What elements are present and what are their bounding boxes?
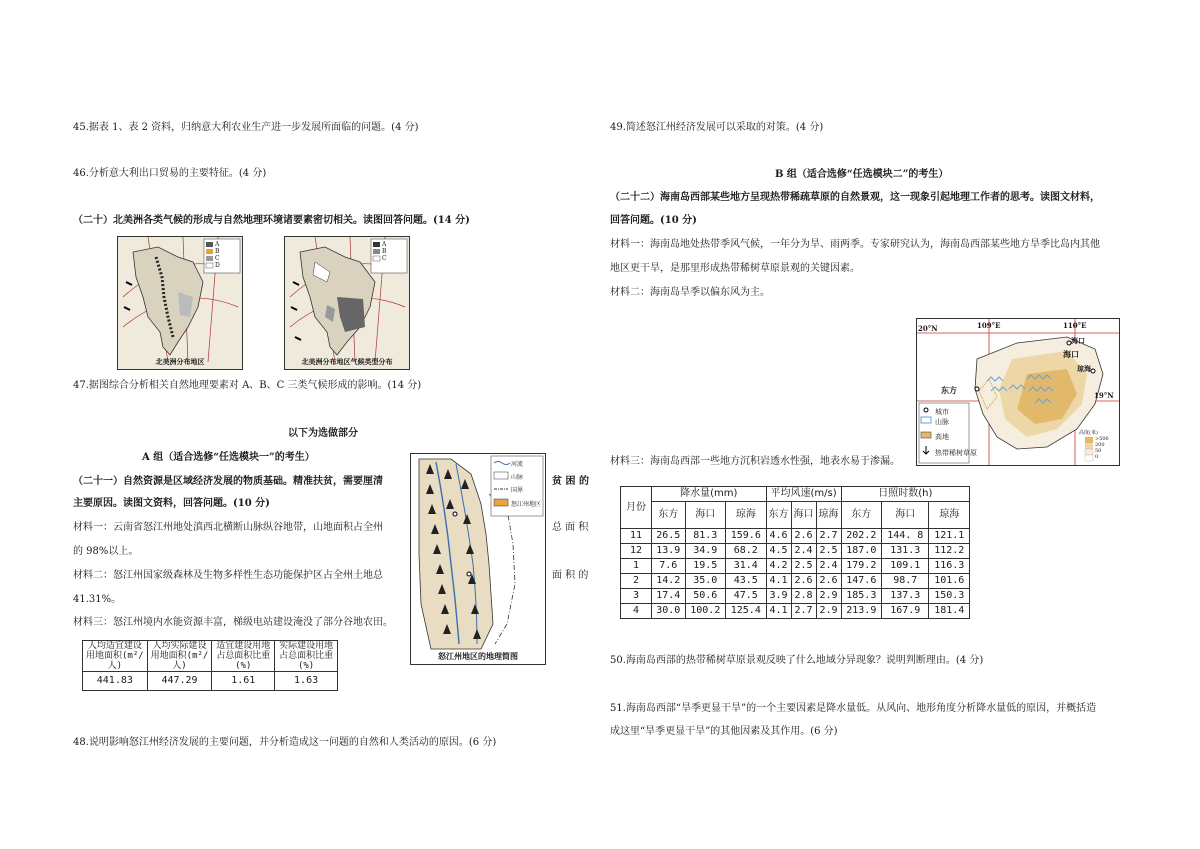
land-value-4: 1.63 [275,672,338,691]
question-21-intro-b: 主要原因。读图文资料，回答问题。(10 分) [73,498,270,509]
city-qionghai: 琼海 [1077,364,1091,373]
land-value-1: 441.83 [83,672,148,691]
material-3: 材料三：怒江州境内水能资源丰富，梯级电站建设淹没了部分谷地农田。 [73,617,393,628]
city-haikou-alt: 海口 [1071,336,1085,345]
climate-value-cell: 43.5 [726,574,767,589]
map2-legend-b: B [382,248,387,255]
land-header-3: 适宜建设用地占总面积比重(%) [212,641,275,672]
climate-value-cell: 2.9 [816,604,841,619]
map2-legend-c: C [382,255,387,262]
material-1-a: 材料一：云南省怒江州地处滇西北横断山脉纵谷地带，山地面积占全州 [73,522,383,533]
header-rain-haikou: 海口 [685,502,726,529]
map2-legend-a: A [382,241,387,248]
optional-heading: 以下为选做部分 [288,428,358,439]
north-america-map-2 [284,236,410,370]
climate-value-cell: 13.9 [652,544,686,559]
question-20-title: （二十）北美洲各类气候的形成与自然地理环境诸要素密切相关。读图回答问题。(14 分) [73,215,470,226]
header-wind-dongfang: 东方 [766,502,791,529]
climate-value-cell: 144. 8 [882,529,929,544]
climate-value-cell: 2.6 [816,574,841,589]
group-a-title: A 组（适合选修“任选模块一”的考生） [142,452,315,463]
elev-3: 50 [1095,448,1102,454]
climate-value-cell: 116.3 [929,559,970,574]
climate-value-cell: 7.6 [652,559,686,574]
nujiang-caption: 怒江州地区的地理简图 [438,651,518,661]
question-48: 48.说明影响怒江州经济发展的主要问题，并分析造成这一问题的自然和人类活动的原因。(6 分) [73,737,497,748]
header-sunshine: 日照时数(h) [841,487,969,502]
climate-month-cell: 12 [621,544,652,559]
climate-value-cell: 98.7 [882,574,929,589]
header-sun-qionghai: 琼海 [929,502,970,529]
climate-value-cell: 26.5 [652,529,686,544]
land-header-2: 人均实际建设用地面积(m²/人) [147,641,212,672]
question-47: 47.据图综合分析相关自然地理要素对 A、B、C 三类气候形成的影响。(14 分) [73,380,422,391]
material-b2: 材料二：海南岛旱季以偏东风为主。 [610,287,770,298]
material-b1-a: 材料一：海南岛地处热带季风气候，一年分为旱、雨两季。专家研究认为，海南岛西部某些地方旱季比岛内其他 [610,239,1100,250]
climate-value-cell: 4.5 [766,544,791,559]
climate-value-cell: 14.2 [652,574,686,589]
nujiang-legend-area: 怒江州地区 [511,501,542,508]
question-21-intro-a: （二十一）自然资源是区域经济发展的物质基础。精准扶贫，需要厘清 [73,476,383,487]
header-rainfall: 降水量(mm) [652,487,767,502]
climate-value-cell: 17.4 [652,589,686,604]
header-sun-haikou: 海口 [882,502,929,529]
climate-value-cell: 187.0 [841,544,882,559]
climate-value-cell: 2.7 [791,604,816,619]
map1-legend-d: D [215,262,220,269]
map2-caption: 北美洲分布地区气候类型分布 [301,357,393,366]
elev-2: 200 [1095,442,1105,448]
question-50: 50.海南岛西部的热带稀树草原景观反映了什么地域分异现象？说明判断理由。(4 分) [610,655,984,666]
nujiang-legend-river: 河流 [511,461,524,468]
header-month: 月份 [621,487,652,529]
lon-left-label: 109°E [977,321,1001,330]
map1-legend-b: B [215,248,220,255]
climate-value-cell: 2.5 [791,559,816,574]
city-haikou: 海口 [1063,349,1079,359]
climate-value-cell: 147.6 [841,574,882,589]
nujiang-legend-border: 国界 [511,487,524,494]
climate-row [621,529,970,544]
climate-value-cell: 100.2 [685,604,726,619]
map1-legend-c: C [215,255,220,262]
header-rain-qionghai: 琼海 [726,502,767,529]
question-46: 46.分析意大利出口贸易的主要特征。(4 分) [73,168,267,179]
lat-bottom-label: 19°N [1094,391,1114,400]
question-51-a: 51.海南岛西部“旱季更显干旱”的一个主要因素是降水量低。从风向、地形角度分析降水量低的原因，并概括造 [610,703,1097,714]
header-wind: 平均风速(m/s) [766,487,841,502]
elev-title: 高度(米) [1079,430,1098,436]
climate-value-cell: 34.9 [685,544,726,559]
climate-value-cell: 202.2 [841,529,882,544]
climate-value-cell: 2.7 [816,529,841,544]
climate-value-cell: 2.9 [816,589,841,604]
climate-value-cell: 112.2 [929,544,970,559]
question-22-b: 回答问题。(10 分) [610,215,697,226]
climate-value-cell: 2.5 [816,544,841,559]
land-header-4: 实际建设用地占总面积比重(%) [275,641,338,672]
hainan-legend-mountain: 山脉 [935,418,949,426]
climate-value-cell: 68.2 [726,544,767,559]
climate-value-cell: 2.6 [791,529,816,544]
climate-month-cell: 11 [621,529,652,544]
elev-4: 0 [1095,454,1099,460]
hainan-map [916,318,1120,466]
north-america-map-1 [117,236,243,370]
climate-value-cell: 19.5 [685,559,726,574]
hainan-legend-city: 城市 [935,408,949,416]
header-rain-dongfang: 东方 [652,502,686,529]
climate-value-cell: 47.5 [726,589,767,604]
climate-value-cell: 181.4 [929,604,970,619]
material-2-a: 材料二：怒江州国家级森林及生物多样性生态功能保护区占全州土地总 [73,570,383,581]
climate-month-cell: 3 [621,589,652,604]
climate-month-cell: 4 [621,604,652,619]
question-49: 49.简述怒江州经济发展可以采取的对策。(4 分) [610,122,824,133]
climate-value-cell: 167.9 [882,604,929,619]
climate-value-cell: 109.1 [882,559,929,574]
climate-month-cell: 1 [621,559,652,574]
climate-value-cell: 2.4 [791,544,816,559]
lon-right-label: 110°E [1063,321,1087,330]
climate-value-cell: 35.0 [685,574,726,589]
hainan-legend-savanna: 热带稀树草原 [935,449,977,457]
climate-table [620,486,970,619]
climate-value-cell: 125.4 [726,604,767,619]
climate-value-cell: 2.6 [791,574,816,589]
hainan-legend-highland: 高地 [935,433,949,441]
material-1-a-tail: 总 面 积 [552,522,589,533]
climate-value-cell: 179.2 [841,559,882,574]
climate-value-cell: 4.1 [766,604,791,619]
climate-value-cell: 131.3 [882,544,929,559]
climate-value-cell: 4.6 [766,529,791,544]
climate-value-cell: 50.6 [685,589,726,604]
city-dongfang: 东方 [941,385,957,395]
question-51-b: 成这里“旱季更显干旱”的其他因素及其作用。(6 分) [610,726,838,737]
material-b1-b: 地区更干旱，是那里形成热带稀树草原景观的关键因素。 [610,263,860,274]
climate-value-cell: 137.3 [882,589,929,604]
land-value-3: 1.61 [212,672,275,691]
climate-value-cell: 159.6 [726,529,767,544]
climate-value-cell: 2.8 [791,589,816,604]
climate-value-cell: 4.1 [766,574,791,589]
lat-top-label: 20°N [918,324,938,333]
climate-row [621,589,970,604]
climate-row [621,559,970,574]
group-b-title: B 组（适合选修“任选模块二”的考生） [775,169,949,180]
climate-value-cell: 2.4 [816,559,841,574]
material-b3: 材料三：海南岛西部一些地方沉积岩透水性强，地表水易于渗漏。 [610,456,900,467]
climate-value-cell: 81.3 [685,529,726,544]
land-value-2: 447.29 [147,672,212,691]
header-wind-haikou: 海口 [791,502,816,529]
climate-value-cell: 30.0 [652,604,686,619]
nujiang-map [410,453,546,665]
map1-caption: 北美洲分布地区 [155,357,205,366]
material-2-a-tail: 面 积 的 [552,570,589,581]
material-1-b: 的 98%以上。 [73,546,139,557]
land-use-table [82,640,338,691]
land-header-1: 人均适宜建设用地面积(m²/人) [83,641,148,672]
climate-value-cell: 4.2 [766,559,791,574]
header-sun-dongfang: 东方 [841,502,882,529]
material-2-b: 41.31%。 [73,594,122,605]
question-22-a: （二十二）海南岛西部某些地方呈现热带稀疏草原的自然景观，这一现象引起地理工作者的思考。读图文材料， [610,192,1100,203]
climate-value-cell: 185.3 [841,589,882,604]
climate-value-cell: 3.9 [766,589,791,604]
climate-row [621,544,970,559]
climate-value-cell: 31.4 [726,559,767,574]
climate-month-cell: 2 [621,574,652,589]
header-wind-qionghai: 琼海 [816,502,841,529]
elev-1: >500 [1095,436,1109,442]
climate-row [621,574,970,589]
climate-value-cell: 101.6 [929,574,970,589]
map1-legend-a: A [215,241,220,248]
climate-value-cell: 213.9 [841,604,882,619]
climate-value-cell: 150.3 [929,589,970,604]
climate-value-cell: 121.1 [929,529,970,544]
question-45: 45.据表 1、表 2 资料，归纳意大利农业生产进一步发展所面临的问题。(4 分) [73,122,419,133]
nujiang-legend-mountain: 山脉 [511,474,524,481]
question-21-intro-a-tail: 贫 困 的 [552,476,589,487]
climate-row [621,604,970,619]
